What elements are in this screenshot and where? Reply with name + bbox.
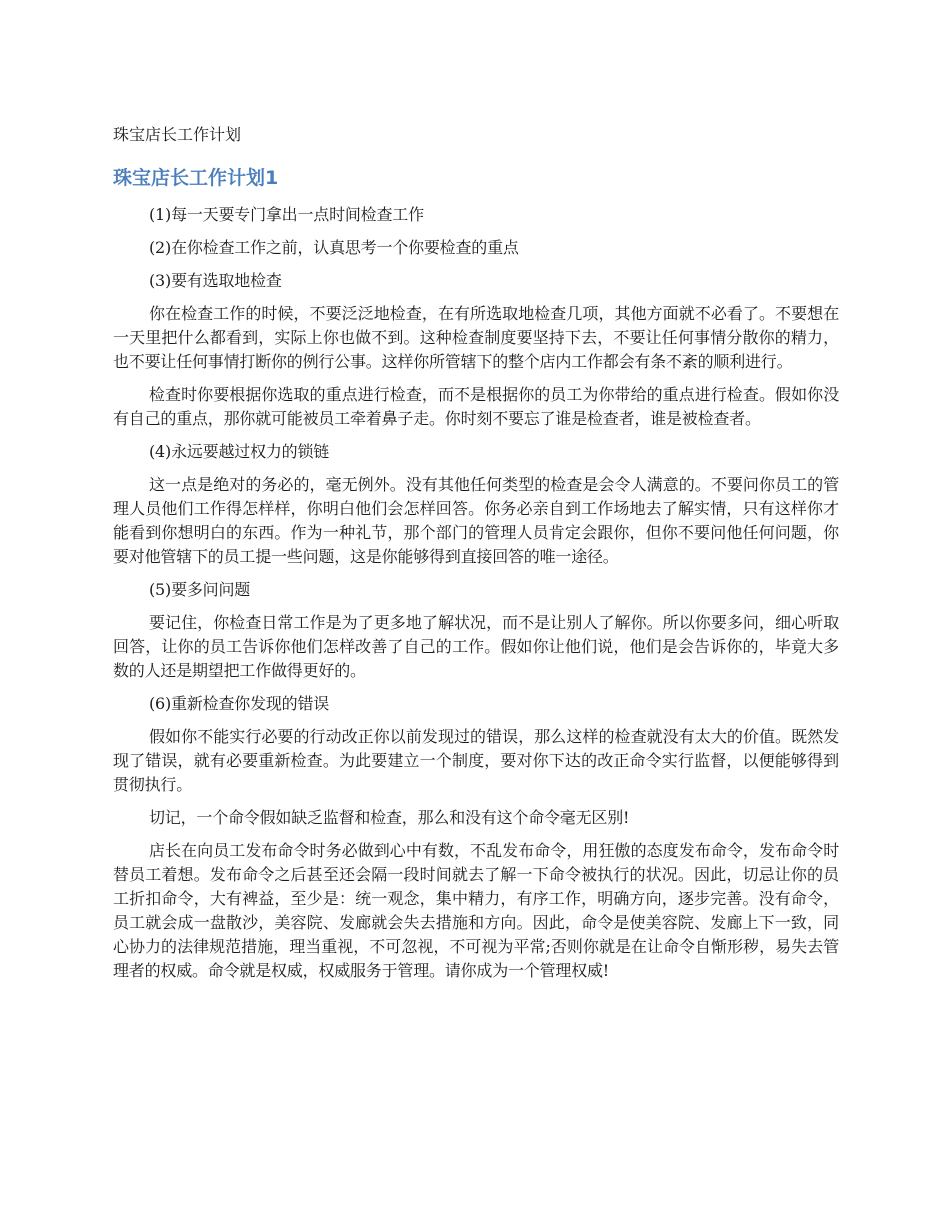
paragraph-reminder: 切记，一个命令假如缺乏监督和检查，那么和没有这个命令毫无区别! — [149, 808, 630, 827]
paragraph-body-2: 检查时你要根据你选取的重点进行检查，而不是根据你的员工为你带给的重点进行检查。假如你没有自己的重点，那你就可能被员工牵着鼻子走。你时刻不要忘了谁是检查者，谁是被检查者。 — [113, 385, 839, 428]
paragraph-item-5: (5)要多问问题 — [149, 580, 251, 599]
paragraph-body-4: 要记住，你检查日常工作是为了更多地了解状况，而不是让别人了解你。所以你要多问，细心听取回答，让你的员工告诉你他们怎样改善了自己的工作。假如你让他们说，他们是会告诉你的，毕竟大多数的人还是期望把工作做得更好的。 — [113, 613, 839, 680]
paragraph-item-4: (4)永远要越过权力的锁链 — [149, 442, 330, 461]
paragraph-item-3: (3)要有选取地检查 — [149, 271, 282, 290]
paragraph-body-3: 这一点是绝对的务必的，毫无例外。没有其他任何类型的检查是会令人满意的。不要问你员工的管理人员他们工作得怎样样，你明白他们会怎样回答。你务必亲自到工作场地去了解实情，只有这样你才能看到你想明白的东西。作为一种礼节，那个部门的管理人员肯定会跟你，但你不要问他任何问题，你要对他管辖下的员工提一些问题，这是你能够得到直接回答的唯一途径。 — [113, 475, 839, 566]
paragraph-body-5: 假如你不能实行必要的行动改正你以前发现过的错误，那么这样的检查就没有太大的价值。既然发现了错误，就有必要重新检查。为此要建立一个制度，要对你下达的改正命令实行监督，以便能够得到贯彻执行。 — [113, 727, 839, 794]
paragraph-item-1: (1)每一天要专门拿出一点时间检查工作 — [149, 205, 424, 224]
document-page — [113, 120, 839, 992]
paragraph-body-6: 店长在向员工发布命令时务必做到心中有数，不乱发布命令，用狂傲的态度发布命令，发布命令时替员工着想。发布命令之后甚至还会隔一段时间就去了解一下命令被执行的状况。因此，切忌让你的员工折扣命令，大有裨益，至少是：统一观念，集中精力，有序工作，明确方向，逐步完善。没有命令，员工就会成一盘散沙，美容院、发廊就会失去措施和方向。因此，命令是使美容院、发廊上下一致，同心协力的法律规范措施，理当重视，不可忽视，不可视为平常;否则你就是在让命令自惭形秽，易失去管理者的权威。命令就是权威，权威服务于管理。请你成为一个管理权威! — [113, 841, 839, 980]
paragraph-body-1: 你在检查工作的时候，不要泛泛地检查，在有所选取地检查几项，其他方面就不必看了。不要想在一天里把什么都看到，实际上你也做不到。这种检查制度要坚持下去，不要让任何事情分散你的精力，也不要让任何事情打断你的例行公事。这样你所管辖下的整个店内工作都会有条不紊的顺利进行。 — [113, 304, 839, 371]
document-title: 珠宝店长工作计划 — [113, 125, 242, 144]
paragraph-item-6: (6)重新检查你发现的错误 — [149, 694, 330, 713]
section-heading: 珠宝店长工作计划1 — [113, 167, 279, 189]
paragraph-item-2: (2)在你检查工作之前，认真思考一个你要检查的重点 — [149, 238, 519, 257]
